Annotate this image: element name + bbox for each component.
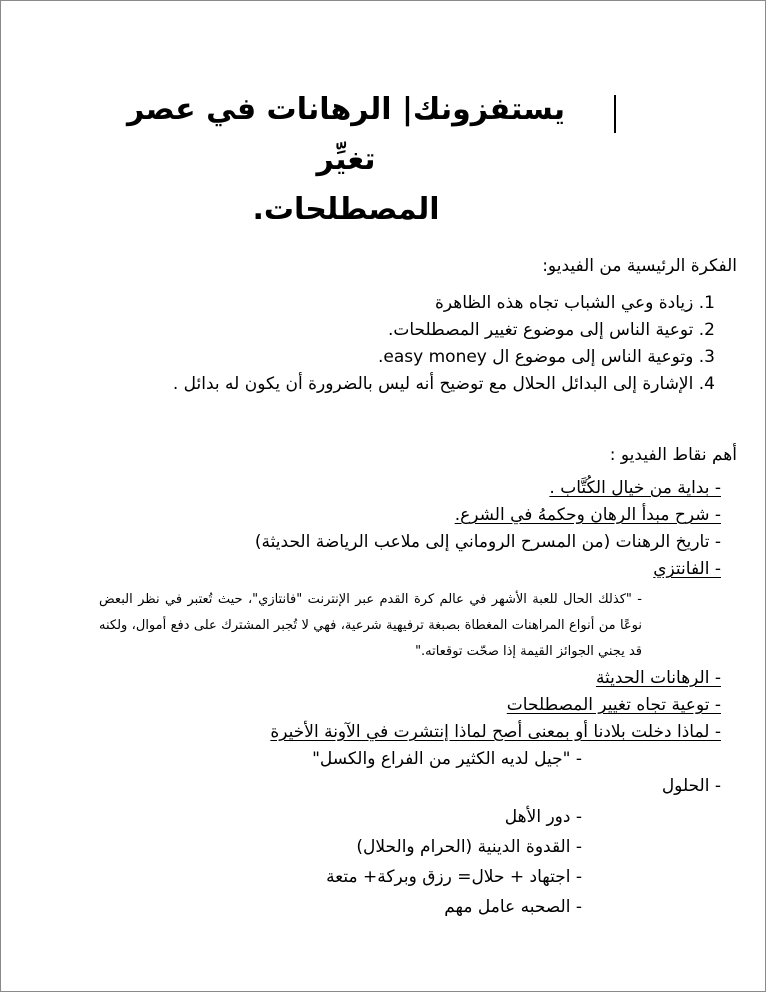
key-points-section bbox=[29, 442, 737, 922]
bullet-item-fantasy: - الفانتزي bbox=[653, 559, 721, 579]
sub-bullet-religious-example: - القدوة الدينية (الحرام والحلال) bbox=[356, 837, 582, 857]
bullet-item-terms-awareness: - توعية تجاه تغيير المصطلحات bbox=[506, 695, 721, 715]
solutions-list bbox=[29, 802, 737, 922]
sub-bullet-parents-role: - دور الأهل bbox=[504, 807, 582, 827]
numbered-item-4: 4. الإشارة إلى البدائل الحلال مع توضيح أنه ليس بالضرورة أن يكون له بدائل . bbox=[172, 374, 715, 394]
bullet-item-betting-principle: - شرح مبدأ الرهان وحكمهُ في الشرع. bbox=[454, 505, 721, 525]
sub-bullet-effort-halal: - اجتهاد + حلال= رزق وبركة+ متعة bbox=[326, 867, 582, 887]
main-idea-section bbox=[29, 253, 737, 398]
bullet-item-betting-history: - تاريخ الرهنات (من المسرح الروماني إلى ملاعب الرياضة الحديثة) bbox=[254, 532, 721, 552]
bullet-item-solutions: - الحلول bbox=[661, 776, 721, 796]
numbered-item-1: 1. زيادة وعي الشباب تجاه هذه الظاهرة bbox=[434, 293, 715, 313]
bullet-item-why-spread: - لماذا دخلت بلادنا أو بمعنى أصح لماذا إنتشرت في الآونة الأخيرة bbox=[270, 722, 721, 742]
document-title bbox=[101, 85, 591, 235]
text-cursor bbox=[614, 95, 616, 133]
sub-bullet-companionship: - الصحبه عامل مهم bbox=[444, 897, 582, 917]
key-points-heading: أهم نقاط الفيديو : bbox=[609, 445, 737, 465]
key-points-list bbox=[29, 475, 737, 922]
main-idea-numbered-list bbox=[29, 290, 737, 398]
document-title-line-2: المصطلحات. bbox=[252, 192, 440, 227]
main-idea-heading: الفكرة الرئيسية من الفيديو: bbox=[542, 256, 737, 276]
bullet-item-writers-imagination: - بداية من خيال الكُتَّاب . bbox=[549, 478, 721, 498]
document-title-line-1: يستفزونك| الرهانات في عصر تغيِّر bbox=[126, 92, 566, 177]
generation-quote: - "جيل لديه الكثير من الفراع والكسل" bbox=[312, 749, 582, 769]
bullet-item-modern-bets: - الرهانات الحديثة bbox=[595, 668, 721, 688]
numbered-item-2: 2. توعية الناس إلى موضوع تغيير المصطلحات. bbox=[387, 320, 715, 340]
numbered-item-3: 3. وتوعية الناس إلى موضوع ال easy money. bbox=[378, 347, 715, 367]
fantasy-quote-paragraph: - "كذلك الحال للعبة الأشهر في عالم كرة القدم عبر الإنترنت "فانتازي"، حيث تُعتبر في نظر البعض نوعًا من أنواع المراهنات المغطاة بصبغة ترفيهية شرعية، فهي لا تُجبر المشترك على دفع أموال، ولكنه قد يجني الجوائز القيمة إذا صحّت توقعاته." bbox=[99, 592, 642, 659]
